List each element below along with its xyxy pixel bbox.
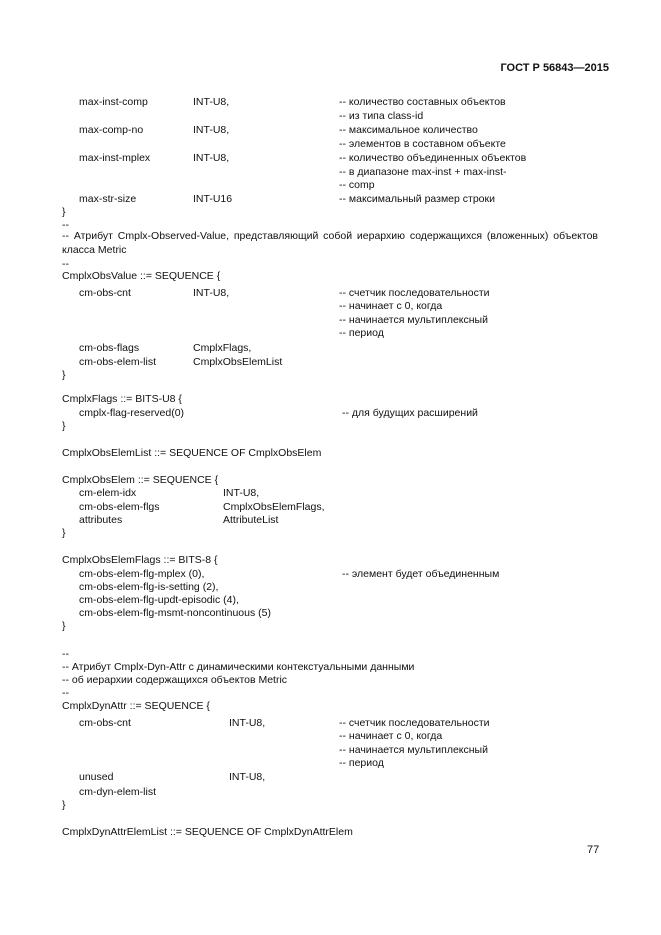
field-type: INT-U16 xyxy=(193,193,233,205)
field-type: CmplxObsElemFlags, xyxy=(223,501,325,513)
page-header: ГОСТ Р 56843—2015 xyxy=(500,62,609,74)
field-comment: -- элементов в составном объекте xyxy=(339,138,506,150)
field-name: max-inst-mplex xyxy=(79,152,151,164)
field-type: INT-U8, xyxy=(193,287,230,299)
field-comment: -- из типа class-id xyxy=(339,110,424,122)
flags-decl: CmplxFlags ::= BITS-U8 { xyxy=(62,393,182,405)
dyn-comment: -- об иерархии содержащихся объектов Metric xyxy=(62,674,288,686)
field-type: INT-U8, xyxy=(193,96,230,108)
field-type: CmplxFlags, xyxy=(193,342,252,354)
field-comment: -- начинает с 0, когда xyxy=(339,730,443,742)
comment-dashes: -- xyxy=(62,648,69,660)
close-brace: } xyxy=(62,420,66,432)
field-name: cm-obs-elem-flg-mplex (0), xyxy=(79,568,205,580)
field-comment: -- счетчик последовательности xyxy=(339,287,490,299)
comment-dashes: -- xyxy=(62,687,69,699)
field-name: max-str-size xyxy=(79,193,137,205)
field-comment: -- период xyxy=(339,327,384,339)
page-number: 77 xyxy=(587,844,600,856)
field-comment: -- период xyxy=(339,757,384,769)
field-type: INT-U8, xyxy=(193,124,230,136)
field-name: max-comp-no xyxy=(79,124,144,136)
close-brace: } xyxy=(62,206,66,218)
field-name: cm-obs-flags xyxy=(79,342,140,354)
field-comment: -- количество объединенных объектов xyxy=(339,152,527,164)
field-name: cm-dyn-elem-list xyxy=(79,786,157,798)
field-comment: -- начинает с 0, когда xyxy=(339,300,443,312)
field-name: unused xyxy=(79,771,114,783)
field-name: cm-obs-elem-list xyxy=(79,356,157,368)
field-comment: -- счетчик последовательности xyxy=(339,717,490,729)
field-name: cm-obs-elem-flg-is-setting (2), xyxy=(79,581,219,593)
field-name: cm-obs-cnt xyxy=(79,287,131,299)
close-brace: } xyxy=(62,799,66,811)
comment-dashes: -- xyxy=(62,219,69,231)
field-name: cm-obs-cnt xyxy=(79,717,131,729)
field-name: cm-obs-elem-flgs xyxy=(79,501,160,513)
dyn-list-decl: CmplxDynAttrElemList ::= SEQUENCE OF CmplxDynAttrElem xyxy=(62,826,353,838)
field-type: INT-U8, xyxy=(229,771,266,783)
field-comment: -- начинается мультиплексный xyxy=(339,744,488,756)
field-comment: -- максимальный размер строки xyxy=(339,193,495,205)
field-comment: -- для будущих расширений xyxy=(342,407,478,419)
close-brace: } xyxy=(62,527,66,539)
obs-elem-decl: CmplxObsElem ::= SEQUENCE { xyxy=(62,474,219,486)
elem-list-decl: CmplxObsElemList ::= SEQUENCE OF CmplxObsElem xyxy=(62,447,322,459)
field-name: cm-obs-elem-flg-updt-episodic (4), xyxy=(79,594,239,606)
field-comment: -- в диапазоне max-inst + max-inst- xyxy=(339,166,507,178)
field-comment: -- количество составных объектов xyxy=(339,96,506,108)
field-comment: -- начинается мультиплексный xyxy=(339,314,488,326)
dyn-attr-decl: CmplxDynAttr ::= SEQUENCE { xyxy=(62,700,210,712)
dyn-comment: -- Атрибут Cmplx-Dyn-Attr с динамическими контекстуальными данными xyxy=(62,661,415,673)
field-type: INT-U8, xyxy=(223,487,260,499)
field-name: max-inst-comp xyxy=(79,96,148,108)
field-comment: -- максимальное количество xyxy=(339,124,478,136)
field-name: cm-elem-idx xyxy=(79,487,137,499)
obs-value-decl: CmplxObsValue ::= SEQUENCE { xyxy=(62,270,221,282)
field-comment: -- элемент будет объединенным xyxy=(342,568,500,580)
field-comment: -- comp xyxy=(339,179,375,191)
field-name: cm-obs-elem-flg-msmt-noncontinuous (5) xyxy=(79,607,271,619)
elem-flags-decl: CmplxObsElemFlags ::= BITS-8 { xyxy=(62,554,218,566)
field-type: CmplxObsElemList xyxy=(193,356,283,368)
field-name: attributes xyxy=(79,514,123,526)
close-brace: } xyxy=(62,369,66,381)
field-type: INT-U8, xyxy=(229,717,266,729)
close-brace: } xyxy=(62,620,66,632)
field-type: INT-U8, xyxy=(193,152,230,164)
field-name: cmplx-flag-reserved(0) xyxy=(79,407,185,419)
field-type: AttributeList xyxy=(223,514,279,526)
comment-dashes: -- xyxy=(62,258,69,270)
obs-value-comment: -- Атрибут Cmplx-Observed-Value, представляющий собой иерархию содержащихся (вложенных) объектов класса Metric xyxy=(62,230,598,256)
